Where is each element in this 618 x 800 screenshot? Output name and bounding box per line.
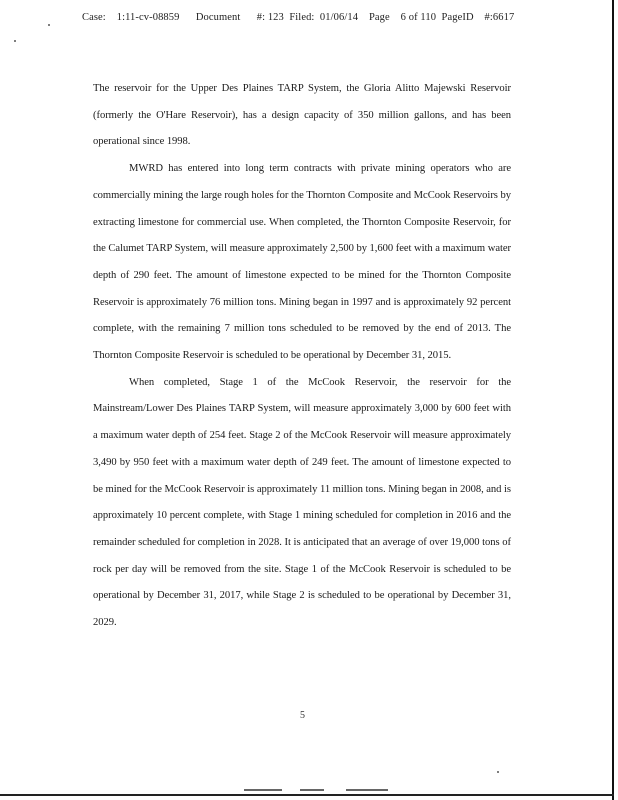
scan-edge-bottom [0,794,614,796]
document-label: Document [195,12,241,23]
scan-speck [14,40,16,42]
scan-artifact-bottom [300,789,324,791]
document-number: #: 123 [256,12,284,23]
paragraph-mccook-reservoir: When completed, Stage 1 of the McCook Reservoir, the reservoir for the Mainstream/Lower Des Plaines TARP System, will measure approximately 3,000 by 600 feet with a maximum water depth of 254 feet. Stage 2 of the McCook Reservoir will measure approximately 3,490 by 950 feet with a maximum water depth of 249 feet. The amount of limestone expected to be mined for the McCook Reservoir is approximately 11 million tons. Mining began in 2008, and is approximately 10 percent complete, with Stage 1 mining scheduled for completion in 2016 and the remainder scheduled for completion in 2028. It is anticipated that an average of over 19,000 tons of rock per day will be removed from the site. Stage 1 of the McCook Reservoir is scheduled to be operational by December 31, 2017, while Stage 2 is scheduled to be operational by December 31, 2029. [93,376,511,629]
page-label: Page [368,12,390,23]
case-label: Case: [82,12,106,23]
paragraph-thornton-reservoir: MWRD has entered into long term contracts with private mining operators who are commercially mining the large rough holes for the Thornton Composite and McCook Reservoirs by extracting limestone for commercial use. When completed, the Thornton Composite Reservoir, for the Calumet TARP System, will measure approximately 2,500 by 1,600 feet with a maximum water depth of 290 feet. The amount of limestone expected to be mined for the Thornton Composite Reservoir is approximately 76 million tons. Mining began in 1997 and is approximately 92 percent complete, with the remaining 7 million tons scheduled to be removed by the end of 2013. The Thornton Composite Reservoir is scheduled to be operational by December 31, 2015. [93,163,511,362]
scan-speck [497,771,499,773]
filed-date: 01/06/14 [319,12,359,23]
scan-artifact-bottom [244,789,282,791]
court-filing-header [82,12,514,23]
pageid-label: PageID [441,12,474,23]
page-number: 5 [300,710,305,721]
paragraph-upper-des-plaines: The reservoir for the Upper Des Plaines TARP System, the Gloria Alitto Majewski Reservoir (formerly the O'Hare Reservoir), has a design capacity of 350 million gallons, and has been operational since 1998. [93,83,511,148]
scan-edge-right [612,0,614,800]
case-number: 1:11-cv-08859 [116,12,180,23]
filed-label: Filed: [289,12,315,23]
scan-artifact-bottom [346,789,388,791]
document-body [93,76,511,637]
scan-speck [48,24,50,26]
page-of: 6 of 110 [400,12,437,23]
pageid-value: #:6617 [484,12,515,23]
